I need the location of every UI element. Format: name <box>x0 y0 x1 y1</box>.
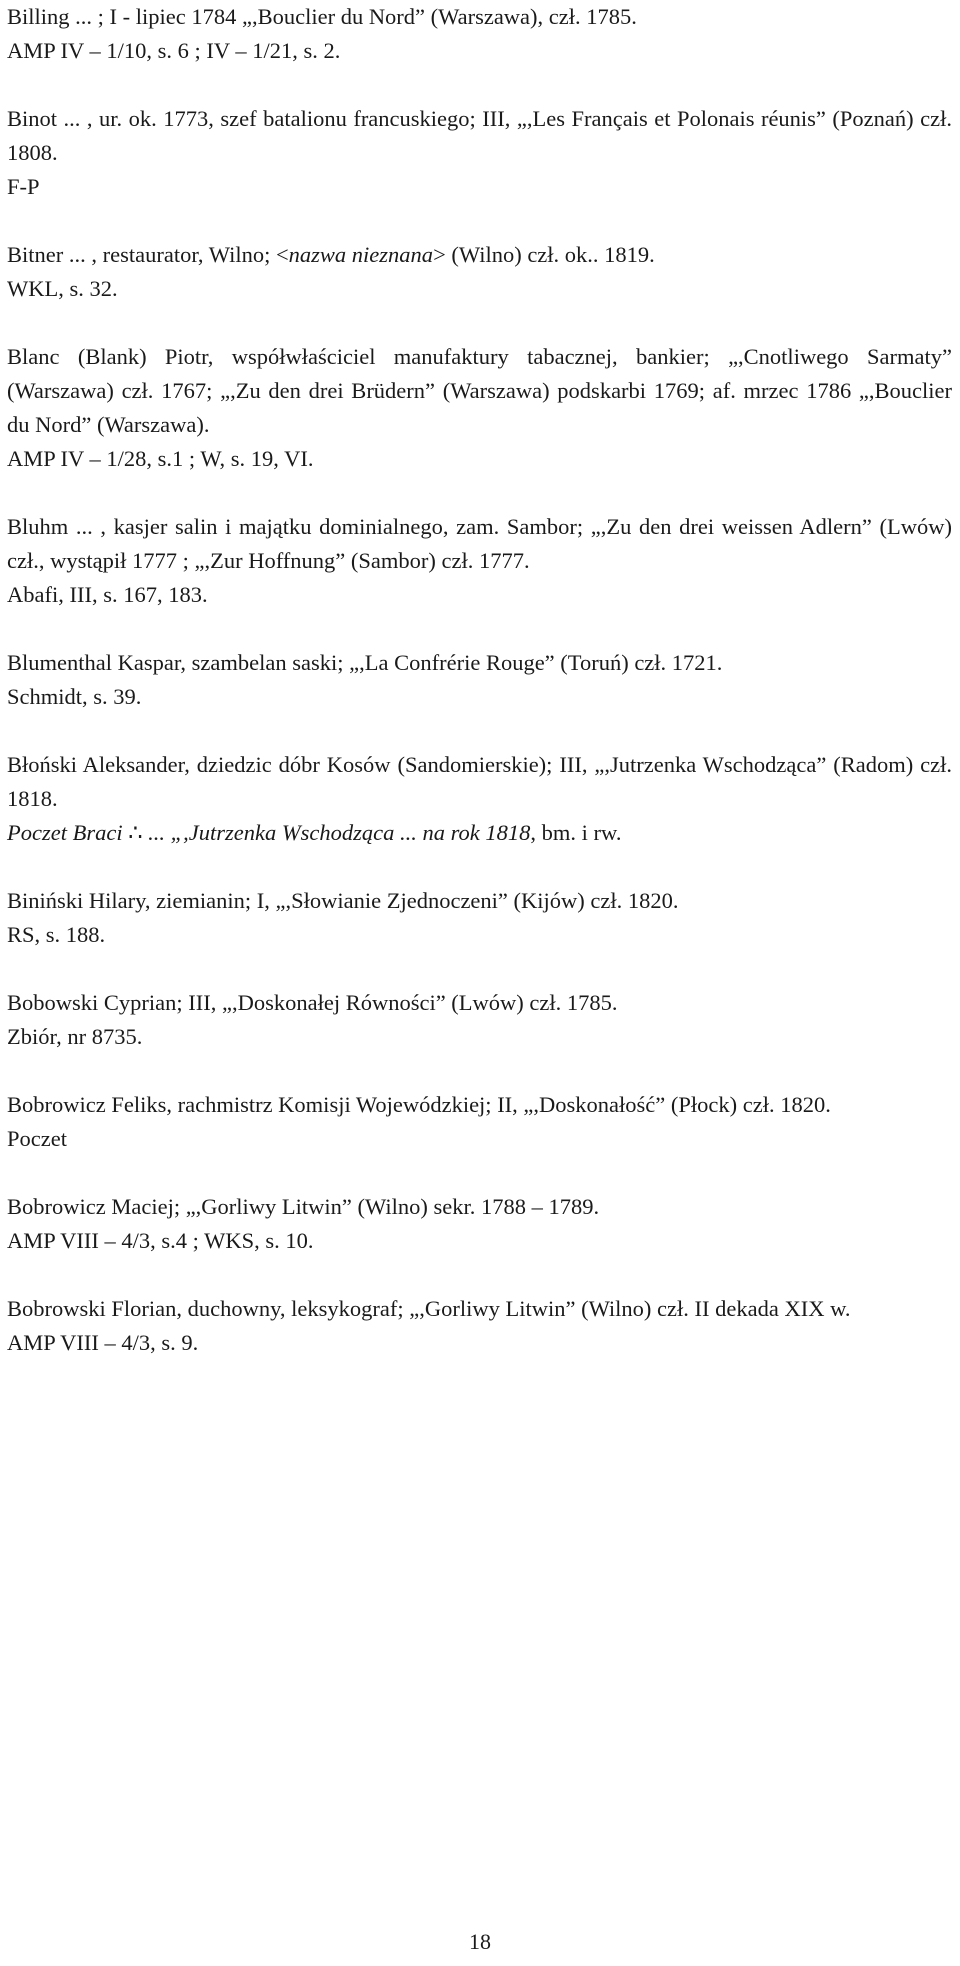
entry-blonski <box>7 748 952 850</box>
entry-source: Schmidt, s. 39. <box>7 684 142 709</box>
entry-blanc <box>7 340 952 476</box>
entry-text: Bobrowski Florian, duchowny, leksykograf; „,Gorliwy Litwin” (Wilno) czł. II dekada XIX w. <box>7 1296 851 1321</box>
entry-bitner <box>7 238 952 306</box>
page-number: 18 <box>469 1929 491 1954</box>
entry-binot <box>7 102 952 204</box>
entry-source: F-P <box>7 174 40 199</box>
entry-text: Bobowski Cyprian; III, „,Doskonałej Równości” (Lwów) czł. 1785. <box>7 990 618 1015</box>
entry-text: Blumenthal Kaspar, szambelan saski; „,La Confrérie Rouge” (Toruń) czł. 1721. <box>7 650 723 675</box>
entry-text: Bluhm ... , kasjer salin i majątku dominialnego, zam. Sambor; „,Zu den drei weissen Adlern” (Lwów) czł., wystąpił 1777 ; „,Zur Hoffnung” (Sambor) czł. 1777. <box>7 514 952 573</box>
entry-source: AMP IV – 1/10, s. 6 ; IV – 1/21, s. 2. <box>7 38 341 63</box>
entry-bluhm <box>7 510 952 612</box>
entry-text: Biniński Hilary, ziemianin; I, „,Słowianie Zjednoczeni” (Kijów) czł. 1820. <box>7 888 679 913</box>
entry-text: Binot ... , ur. ok. 1773, szef batalionu francuskiego; III, „,Les Français et Polonais réunis” (Poznań) czł. 1808. <box>7 106 952 165</box>
entry-blumenthal <box>7 646 952 714</box>
entry-text: Billing ... ; I - lipiec 1784 „,Bouclier du Nord” (Warszawa), czł. 1785. <box>7 4 637 29</box>
entry-bobrowski-florian <box>7 1292 952 1360</box>
entry-source: AMP IV – 1/28, s.1 ; W, s. 19, VI. <box>7 446 314 471</box>
entry-source: AMP VIII – 4/3, s. 9. <box>7 1330 199 1355</box>
entry-bobowski <box>7 986 952 1054</box>
document-page <box>7 0 952 1360</box>
entry-text: Bitner ... , restaurator, Wilno; <nazwa nieznana> (Wilno) czł. ok.. 1819. <box>7 242 655 267</box>
entry-billing <box>7 0 952 68</box>
entry-source: AMP VIII – 4/3, s.4 ; WKS, s. 10. <box>7 1228 314 1253</box>
entry-source: Poczet Braci ∴ ... „,Jutrzenka Wschodząca ... na rok 1818, bm. i rw. <box>7 820 622 845</box>
entry-text: Bobrowicz Feliks, rachmistrz Komisji Wojewódzkiej; II, „,Doskonałość” (Płock) czł. 1820. <box>7 1092 831 1117</box>
italic-note: nazwa nieznana <box>288 242 434 267</box>
entry-source: Poczet <box>7 1126 67 1151</box>
entry-bobrowicz-maciej <box>7 1190 952 1258</box>
entry-bobrowicz-feliks <box>7 1088 952 1156</box>
entry-text: Bobrowicz Maciej; „,Gorliwy Litwin” (Wilno) sekr. 1788 – 1789. <box>7 1194 600 1219</box>
entry-source: RS, s. 188. <box>7 922 106 947</box>
entry-source: Abafi, III, s. 167, 183. <box>7 582 208 607</box>
entry-text: Błoński Aleksander, dziedzic dóbr Kosów (Sandomierskie); III, „,Jutrzenka Wschodząca” (Radom) czł. 1818. <box>7 752 952 811</box>
entry-source: Zbiór, nr 8735. <box>7 1024 143 1049</box>
therefore-symbol-icon: ∴ <box>122 820 149 845</box>
entry-source: WKL, s. 32. <box>7 276 118 301</box>
entry-text: Blanc (Blank) Piotr, współwłaściciel manufaktury tabacznej, bankier; „,Cnotliwego Sarmaty” (Warszawa) czł. 1767; „,Zu den drei Brüdern” (Warszawa) podskarbi 1769; af. mrzec 1786 „,Bouclier du Nord” (Warszawa). <box>7 344 952 437</box>
entry-bininski <box>7 884 952 952</box>
